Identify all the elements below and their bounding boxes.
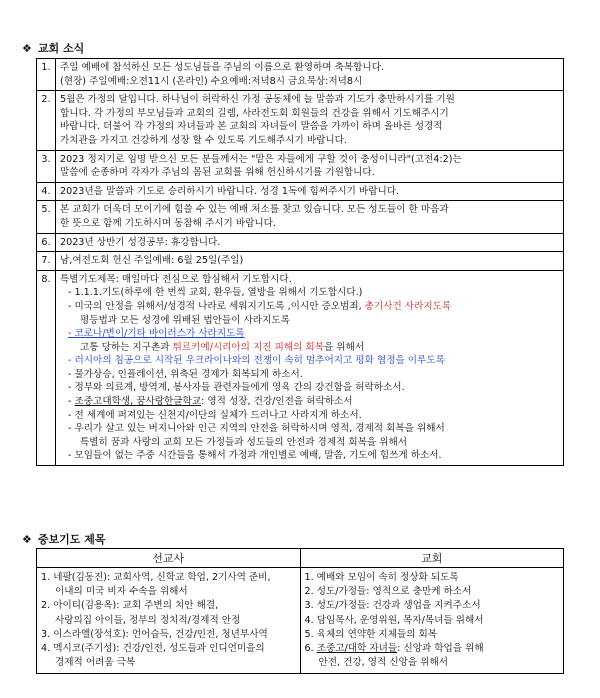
news-item (37, 150, 564, 182)
news-item (37, 182, 564, 201)
item-number: 3. (37, 150, 56, 182)
prayer-bullet-text: - 미국의 안정을 위해서/성경적 나라로 세워지기도록 ,이시안 증오범죄, (68, 300, 365, 312)
item-line: 본 교회가 더욱더 모이기에 힘쓸 수 있는 예배 처소를 찾고 있습니다. 모든 성도들이 한 마음과 (60, 204, 449, 216)
church-item (305, 585, 560, 599)
church-column (300, 568, 564, 674)
highlight-red: 튀르키예/시리아의 지진 피해의 회복 (172, 341, 324, 353)
item-body (56, 59, 564, 91)
prayer-bullet-highlight-blue: - 코로나/변이/기타 바이러스가 사라지도록 (68, 328, 245, 340)
prayer-bullet-cont: 평등법과 모든 성경에 위배된 법안들이 사라지도록 (80, 314, 290, 326)
item-line: (현장) 주일예배:오전11시 (온라인) 수요예배:저녁8시 금요묵상:저녁8시 (60, 75, 363, 87)
church-item-text: : 신앙과 학업을 위해 (397, 643, 484, 655)
item-number: 6. (37, 233, 56, 252)
item-body (56, 150, 564, 182)
item-body (56, 233, 564, 252)
church-header: 교회 (300, 549, 564, 568)
item-line: 2023년을 말씀과 기도로 승리하시기 바랍니다. 성경 1독에 힘써주시기 바랍니다. (60, 185, 400, 197)
prayer-bullet-text: 을 위해서 (323, 341, 365, 353)
church-item-text: 성도/가정들: 건강과 생업을 지켜주소서 (316, 600, 481, 612)
missionary-item-cont: 사랑의집 아이들, 정부의 정치적/경제적 안정 (55, 614, 241, 626)
news-item-prayer-topics (37, 270, 564, 465)
church-item-num: 6. (304, 643, 314, 655)
item-line: 가치관을 가지고 건강하게 성장 할 수 있도록 기도해주시기 바랍니다. (60, 134, 347, 146)
church-item (305, 571, 560, 585)
church-item-text: 성도/가정들: 영적으로 충만케 하소서 (316, 586, 472, 598)
church-item (305, 614, 560, 628)
news-section-title (22, 40, 84, 56)
prayer-bullet-highlight-blue: - 러시아의 침공으로 시작된 우크라이나와의 전쟁이 속히 멈추어지고 평화 협정을 이루도록 (68, 355, 445, 367)
item-line: 주일 예배에 참석하신 모든 성도님들을 주님의 이름으로 환영하며 축복합니다. (60, 62, 385, 73)
news-item (37, 252, 564, 271)
prayer-bullet (60, 300, 559, 314)
news-item (37, 59, 564, 91)
prayer-bullet: - 물가상승, 인플레이션, 위축된 경제가 회복되게 하소서. (68, 368, 303, 380)
prayer-bullet-cont: 특별히 꿈과 사랑의 교회 모든 가정들과 성도들의 안전과 경제적 회복을 위해서 (80, 436, 408, 448)
missionary-column (37, 568, 301, 674)
item-number: 1. (37, 59, 56, 91)
prayer-body-row (37, 568, 564, 674)
item-line: 5월은 가정의 달입니다. 하나님이 허락하신 가정 공동체에 늘 말씀과 기도가 충만하시기를 기원 (60, 94, 455, 106)
prayer-title-text: 중보기도 제목 (37, 533, 106, 546)
diamond-bullet-icon: ❖ (22, 533, 32, 546)
underlined-text: 조중고대학생, 꿈사랑한글학교 (74, 396, 202, 408)
highlight-red: 총기사건 사라지도록 (364, 300, 452, 312)
item-line: 남,여전도회 헌신 주일예배: 6월 25일(주일) (60, 255, 244, 267)
item-body (56, 201, 564, 233)
item-body (56, 270, 564, 465)
prayer-bullet (60, 395, 559, 409)
church-item-num: 2. (304, 586, 314, 598)
church-item-num: 1. (304, 572, 314, 583)
church-item (305, 599, 560, 613)
church-item-text: 예배와 모임이 속히 정상화 되도록 (316, 572, 459, 583)
item-number: 4. (37, 182, 56, 201)
prayer-bullet-text: : 영적 성장, 건강/인전을 허락하소서 (201, 396, 353, 408)
prayer-bullet: - 1.1.1.기도(하루에 한 번씩 교회, 환우들, 열방을 위해서 기도합시다.) (68, 287, 363, 299)
missionary-item: 4. 멕시코(주기성): 건강/인전, 성도들과 인디언미을의 (41, 643, 265, 655)
item-line: 2023 정지기로 임명 받으신 모든 분들께서는 "맡은 자들에게 구할 것이 충성이니라"(고전4:2)는 (60, 153, 462, 165)
intercessory-prayer-table (36, 548, 564, 674)
item-number: 8. (37, 270, 56, 465)
prayer-header-row (37, 549, 564, 568)
prayer-intro: 특별기도제목: 매일마다 전심으로 합심해서 기도합시다. (60, 273, 292, 285)
missionary-item-cont: 경제적 어려움 극복 (55, 657, 136, 669)
prayer-bullet: - 정부와 의료계, 방역계, 봉사자들 관련자들에게 영육 간의 강건함을 허락하소서. (68, 382, 405, 394)
church-item-cont: 안전, 건강, 영적 신앙을 위해서 (318, 657, 449, 669)
item-body (56, 182, 564, 201)
item-line: 2023년 상반기 성경공부: 휴강합니다. (60, 236, 221, 248)
missionary-item: 3. 이스라엘(장석호): 언어습득, 건강/인전, 청년부사역 (41, 628, 268, 640)
prayer-bullet-text: 고통 당하는 지구촌과 (80, 341, 173, 353)
item-number: 2. (37, 91, 56, 150)
item-line: 말씀에 순종하며 각자가 주님의 몸된 교회를 위해 헌신하시기를 기원합니다. (60, 167, 375, 179)
church-item (305, 628, 560, 642)
church-item (305, 642, 560, 656)
diamond-bullet-icon: ❖ (22, 42, 32, 55)
prayer-bullet-cont (60, 341, 559, 355)
prayer-bullet: - 모임들이 없는 주중 시간들을 통해서 가정과 개인별로 예배, 말씀, 기도에 힘쓰게 하소서. (68, 450, 442, 462)
prayer-bullet: - 전 세계에 퍼져있는 신천지/이단의 실체가 드러나고 사라지게 하소서. (68, 409, 362, 421)
church-news-table (36, 58, 564, 466)
news-title-text: 교회 소식 (37, 42, 85, 55)
missionary-item: 1. 네팔(김동진): 교회사역, 신학교 학업, 2기사역 준비, (41, 572, 271, 583)
prayer-bullet-text: - (68, 396, 75, 408)
news-item (37, 91, 564, 150)
item-line: 한 뜻으로 함께 기도하시며 동참해 주시기 바랍니다. (60, 217, 276, 229)
church-item-num: 3. (304, 600, 314, 612)
item-body (56, 252, 564, 271)
prayer-bullet: - 우리가 살고 있는 버지니아와 인근 지역의 안전을 허락하시며 영적, 경제적 회복을 위해서 (68, 423, 445, 435)
item-line: 합니다. 각 가정의 부모님들과 교회의 길렘, 사라전도회 회원들의 건강을 위해서 기도해주시기 (60, 107, 449, 119)
news-item (37, 201, 564, 233)
news-item (37, 233, 564, 252)
item-number: 7. (37, 252, 56, 271)
church-item-num: 4. (304, 614, 314, 626)
underlined-text: 조중고/대학 자녀들 (316, 643, 398, 655)
item-body (56, 91, 564, 150)
missionary-item: 2. 아이티(김용옥): 교회 주변의 치안 해결, (41, 600, 219, 612)
church-item-text: 육체의 연약한 지체들의 회복 (316, 628, 438, 640)
prayer-section-title (22, 531, 105, 547)
missionary-item-cont: 이내의 미국 비자 수속을 위해서 (55, 586, 188, 598)
item-number: 5. (37, 201, 56, 233)
missionary-header: 선교사 (37, 549, 301, 568)
item-line: 바랍니다. 더불어 각 가정의 자녀들과 본 교회의 자녀들이 말씀을 가까이 하며 올바른 성경적 (60, 121, 443, 133)
church-item-num: 5. (304, 628, 314, 640)
church-item-text: 담임목사, 운영위원, 목자/목녀들 위해서 (316, 614, 484, 626)
